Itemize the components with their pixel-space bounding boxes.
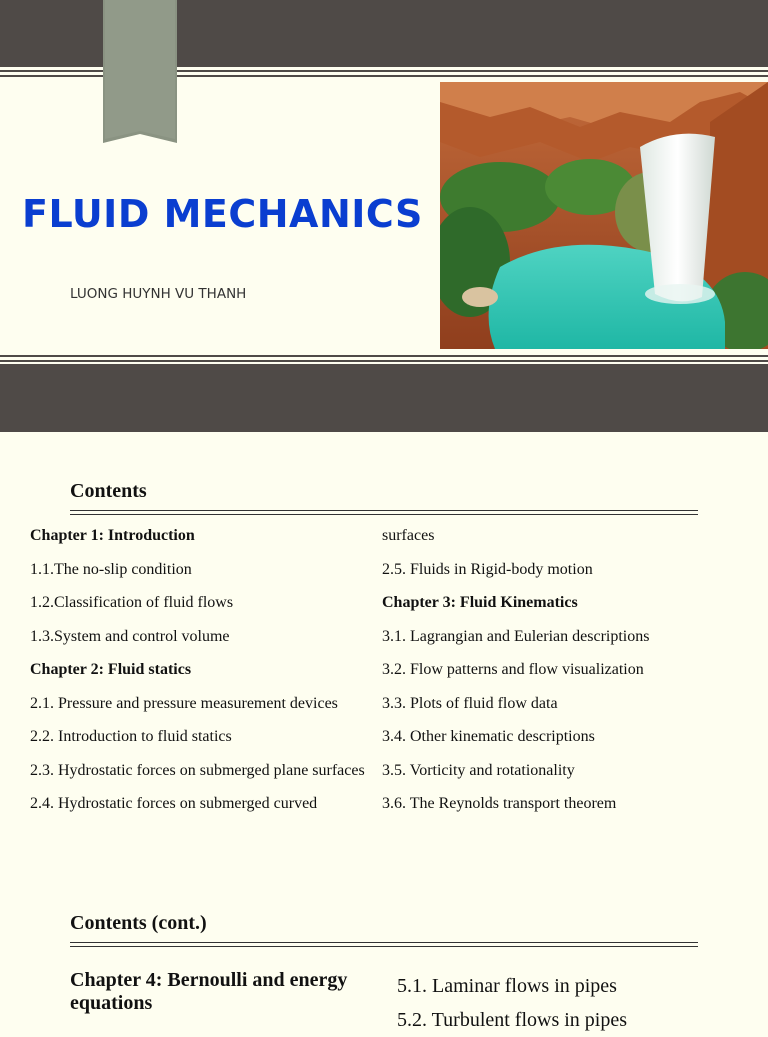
section-item: 1.1.The no-slip condition	[30, 560, 192, 578]
section-item: 1.3.System and control volume	[30, 627, 230, 645]
heading-underline	[70, 510, 698, 511]
contents-heading: Contents	[70, 480, 147, 502]
heading-underline	[70, 946, 698, 947]
contents-cont-right-column	[397, 969, 627, 1037]
section-item: 2.5. Fluids in Rigid-body motion	[382, 560, 593, 578]
waterfall-photo	[440, 82, 768, 349]
contents-right-column	[382, 526, 712, 828]
presentation-title: FLUID MECHANICS	[22, 192, 423, 236]
contents-cont-slide	[0, 864, 768, 1031]
heading-underline	[70, 514, 698, 515]
contents-left-column	[30, 526, 375, 828]
chapter-heading: Chapter 4: Bernoulli and energy equations	[70, 969, 348, 1014]
section-item: 3.6. The Reynolds transport theorem	[382, 795, 617, 812]
section-item: 2.2. Introduction to fluid statics	[30, 728, 232, 745]
footer-band	[0, 364, 768, 432]
section-item: 3.1. Lagrangian and Eulerian descriptions	[382, 627, 650, 645]
contents-cont-heading: Contents (cont.)	[70, 912, 207, 934]
section-item: 3.3. Plots of fluid flow data	[382, 694, 558, 712]
cover-slide	[0, 0, 768, 432]
section-item: surfaces	[382, 527, 435, 544]
author-name: LUONG HUYNH VU THANH	[70, 286, 247, 302]
contents-slide	[0, 432, 768, 864]
divider-line	[0, 360, 768, 362]
section-item: 2.1. Pressure and pressure measurement devices	[30, 694, 338, 712]
section-item: 1.2.Classification of fluid flows	[30, 594, 234, 611]
section-item: 3.2. Flow patterns and flow visualization	[382, 661, 644, 678]
chapter-heading: Chapter 3: Fluid Kinematics	[382, 594, 578, 611]
section-item: 3.5. Vorticity and rotationality	[382, 761, 575, 779]
bookmark-ribbon	[101, 0, 179, 143]
section-item: 5.1. Laminar flows in pipes	[397, 975, 617, 997]
heading-underline	[70, 942, 698, 943]
chapter-heading: Chapter 2: Fluid statics	[30, 661, 192, 678]
chapter-heading: Chapter 1: Introduction	[30, 527, 195, 544]
section-item: 5.2. Turbulent flows in pipes	[397, 1009, 628, 1031]
section-item: 2.3. Hydrostatic forces on submerged plane surfaces	[30, 761, 365, 779]
section-item: 3.4. Other kinematic descriptions	[382, 728, 595, 745]
section-item: 2.4. Hydrostatic forces on submerged curved	[30, 795, 318, 812]
divider-line	[0, 355, 768, 357]
